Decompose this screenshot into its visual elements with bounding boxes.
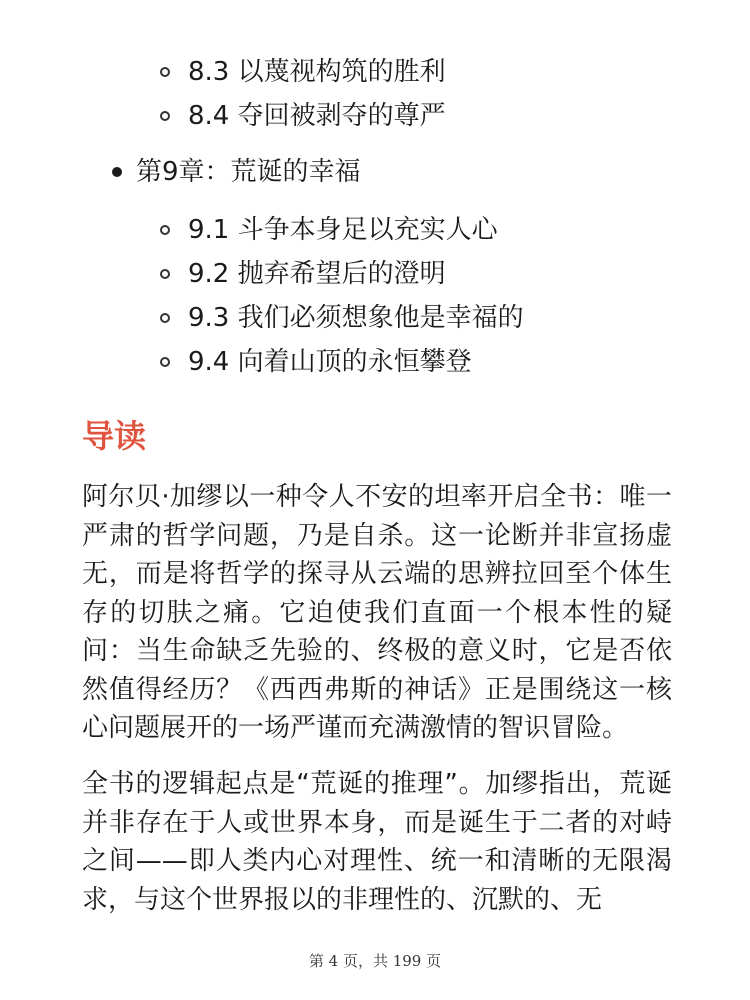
list-item-text: 9.1 斗争本身足以充实人心 bbox=[188, 215, 498, 245]
hollow-bullet-icon bbox=[160, 357, 170, 367]
list-item-text: 8.3 以蔑视构筑的胜利 bbox=[188, 57, 446, 87]
list-item bbox=[160, 94, 446, 138]
list-item bbox=[160, 208, 524, 252]
subsection-list-ch8 bbox=[160, 50, 446, 138]
hollow-bullet-icon bbox=[160, 313, 170, 323]
chapter-title: 第9章：荒诞的幸福 bbox=[136, 157, 361, 187]
chapter-item bbox=[112, 152, 361, 192]
list-item bbox=[160, 50, 446, 94]
hollow-bullet-icon bbox=[160, 269, 170, 279]
subsection-list-ch9 bbox=[160, 208, 524, 384]
list-item bbox=[160, 296, 524, 340]
paragraph: 全书的逻辑起点是“荒诞的推理”。加缪指出，荒诞并非存在于人或世界本身，而是诞生于二者的对峙之间——即人类内心对理性、统一和清晰的无限渴求，与这个世界报以的非理性的、沉默的、无 bbox=[82, 769, 672, 915]
list-item-text: 9.3 我们必须想象他是幸福的 bbox=[188, 303, 524, 333]
list-item-text: 8.4 夺回被剥夺的尊严 bbox=[188, 101, 446, 131]
paragraph: 阿尔贝·加缪以一种令人不安的坦率开启全书：唯一严肃的哲学问题，乃是自杀。这一论断并非宣扬虚无，而是将哲学的探寻从云端的思辨拉回至个体生存的切肤之痛。它迫使我们直面一个根本性的疑问：当生命缺乏先验的、终极的意义时，它是否依然值得经历？《西西弗斯的神话》正是围绕这一核心问题展开的一场严谨而充满激情的智识冒险。 bbox=[82, 482, 672, 743]
list-item-text: 9.2 抛弃希望后的澄明 bbox=[188, 259, 446, 289]
section-heading: 导读 bbox=[82, 417, 147, 455]
list-item bbox=[160, 340, 524, 384]
hollow-bullet-icon bbox=[160, 67, 170, 77]
list-item-text: 9.4 向着山顶的永恒攀登 bbox=[188, 347, 472, 377]
hollow-bullet-icon bbox=[160, 111, 170, 121]
list-item bbox=[160, 252, 524, 296]
chapter-list bbox=[112, 152, 361, 192]
filled-bullet-icon bbox=[112, 167, 122, 177]
hollow-bullet-icon bbox=[160, 225, 170, 235]
page-number: 第 4 页，共 199 页 bbox=[308, 952, 442, 970]
